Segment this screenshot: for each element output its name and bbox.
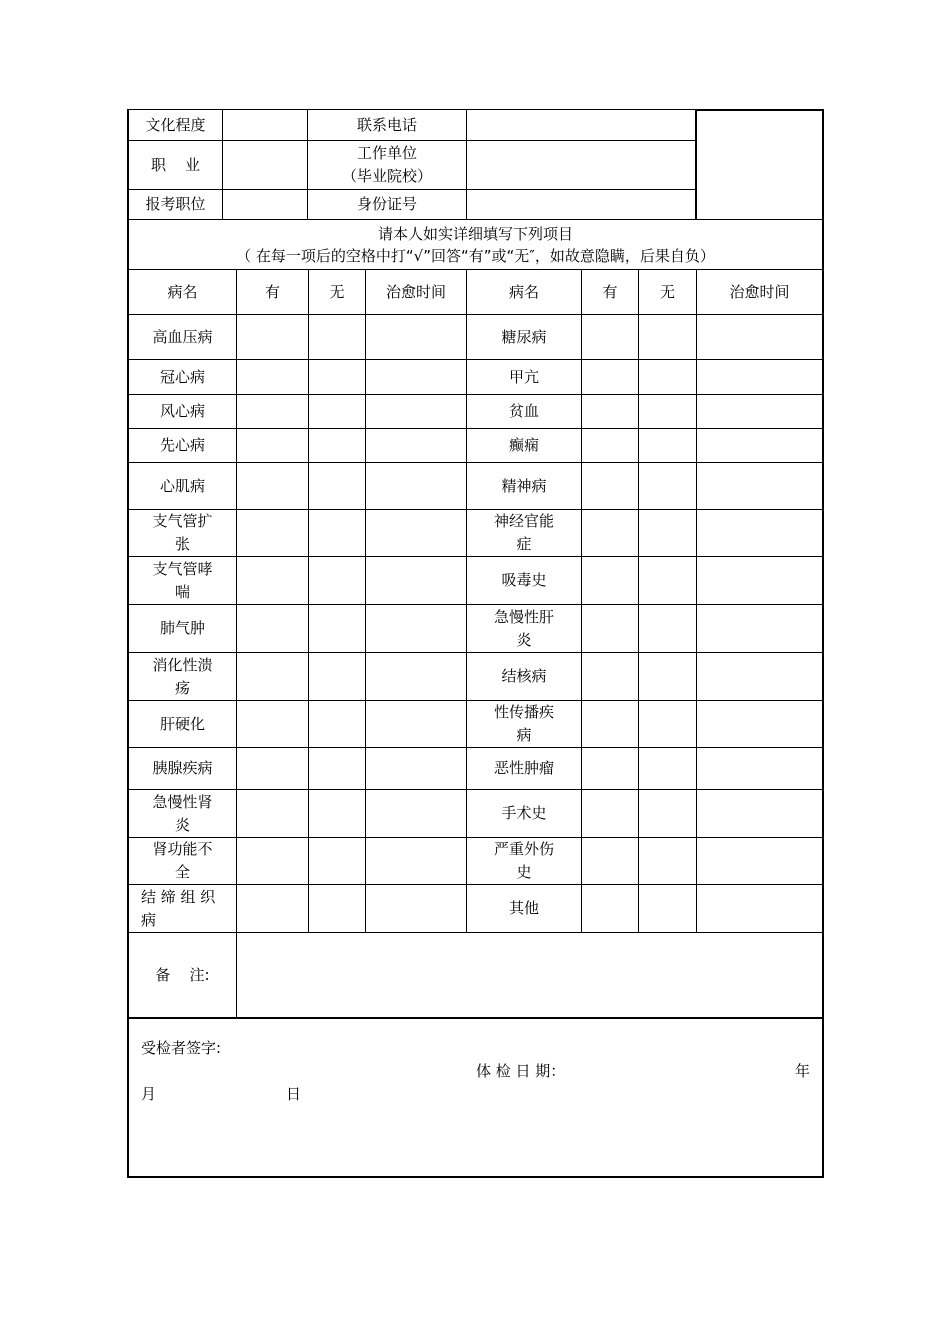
phone-label: 联系电话 [356, 115, 417, 134]
disease-left: 消化性溃 疡 [152, 655, 213, 697]
instruction-line2: （ 在每一项后的空格中打“√”回答“有”或“无″，如故意隐瞒，后果自负） [236, 246, 715, 265]
rule [127, 1176, 824, 1178]
disease-left: 冠心病 [159, 367, 205, 386]
exam-date-label: 体 检 日 期： [476, 1062, 566, 1080]
rule [696, 109, 824, 111]
col-cure-time-left: 治愈时间 [385, 282, 446, 301]
disease-right: 甲亢 [508, 367, 539, 386]
health-form [127, 109, 824, 1178]
signer-label: 受检者签字: [141, 1039, 222, 1057]
rule [365, 269, 366, 933]
id-number-label: 身份证号 [356, 195, 417, 213]
disease-left: 心肌病 [159, 476, 205, 495]
disease-right: 急慢性肝 炎 [493, 607, 554, 649]
disease-left: 支气管哮 喘 [152, 559, 213, 601]
disease-right: 糖尿病 [501, 327, 547, 346]
instruction-block [129, 220, 822, 269]
disease-left: 先心病 [159, 436, 205, 454]
disease-left: 肝硬化 [159, 714, 205, 733]
rule [466, 109, 467, 219]
disease-right: 性传播疾 病 [493, 703, 554, 744]
rule [222, 109, 223, 219]
disease-left: 肺气肿 [159, 619, 205, 637]
col-no-right: 无 [659, 282, 675, 301]
rule [236, 269, 237, 1018]
col-yes-right: 有 [602, 282, 618, 301]
disease-right: 癫痫 [508, 436, 539, 454]
rule [638, 269, 639, 933]
rule [695, 109, 697, 219]
disease-right: 精神病 [501, 476, 547, 495]
disease-left: 支气管扩 张 [152, 512, 213, 553]
disease-right: 贫血 [508, 402, 539, 420]
disease-right: 吸毒史 [501, 571, 547, 589]
disease-right: 神经官能 症 [493, 512, 554, 553]
disease-right: 手术史 [501, 804, 547, 822]
disease-left: 高血压病 [152, 327, 213, 346]
rule [308, 269, 309, 933]
rule [822, 109, 824, 1178]
col-no-left: 无 [329, 282, 345, 301]
applied-position-label: 报考职位 [145, 195, 206, 213]
col-yes-left: 有 [264, 282, 280, 301]
col-cure-time-right: 治愈时间 [729, 282, 790, 301]
disease-right: 结核病 [501, 667, 547, 685]
work-unit-label-line2: （毕业院校） [341, 167, 432, 185]
disease-left: 结 缔 组 织 病 [141, 887, 216, 929]
disease-right: 其他 [508, 899, 539, 917]
disease-right: 严重外伤 史 [493, 840, 554, 881]
work-unit-label-line1: 工作单位 [356, 144, 417, 162]
rule [581, 269, 582, 933]
disease-left: 急慢性肾 炎 [152, 792, 213, 834]
month-label: 月 [141, 1085, 157, 1103]
instruction-line1: 请本人如实详细填写下列项目 [377, 224, 573, 243]
col-disease-right: 病名 [508, 282, 539, 301]
disease-left: 肾功能不 全 [152, 840, 213, 881]
rule [696, 269, 697, 933]
work-unit-label [308, 141, 466, 189]
disease-right: 恶性肿瘤 [493, 759, 554, 777]
col-disease-left: 病名 [167, 282, 198, 301]
remarks-field[interactable] [237, 933, 822, 1017]
disease-left: 风心病 [159, 402, 205, 420]
education-label: 文化程度 [145, 115, 206, 134]
remarks-label: 备 注: [155, 965, 210, 984]
year-label: 年 [795, 1062, 811, 1080]
rule [127, 1017, 824, 1019]
disease-left: 胰腺疾病 [152, 759, 213, 777]
day-label: 日 [286, 1085, 302, 1103]
occupation-label: 职 业 [150, 155, 201, 174]
